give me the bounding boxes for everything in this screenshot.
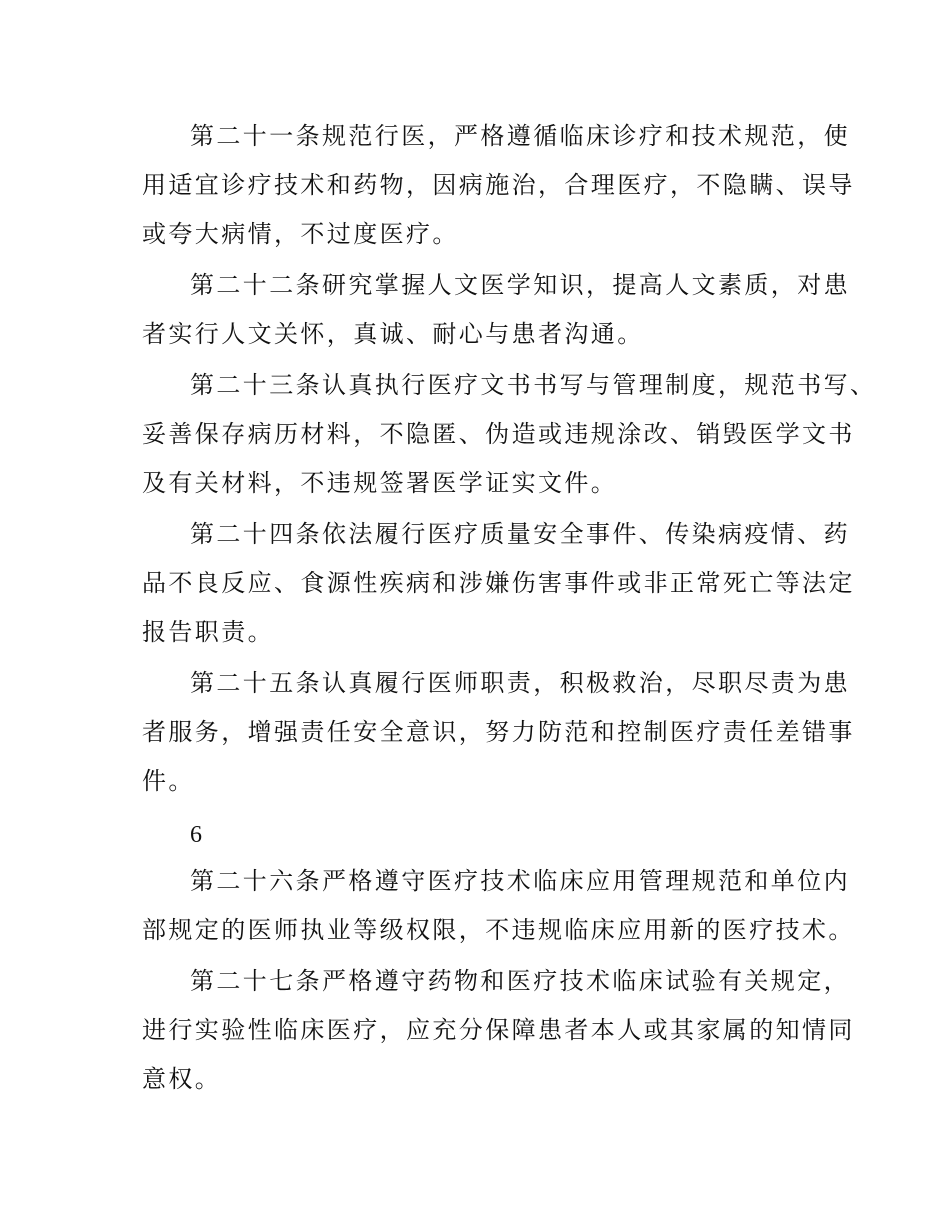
article-line: 意权。: [142, 1065, 222, 1093]
article-line: 第二十三条认真执行医疗文书书写与管理制度，规范书写、: [190, 371, 877, 399]
article-line: 及有关材料，不违规签署医学证实文件。: [142, 469, 618, 497]
article-line: 第二十一条规范行医，严格遵循临床诊疗和技术规范，使: [190, 122, 850, 150]
article-line: 第二十七条严格遵守药物和医疗技术临床试验有关规定，: [190, 967, 850, 995]
article-line: 或夸大病情，不过度医疗。: [142, 220, 459, 248]
article-line: 妥善保存病历材料，不隐匿、伪造或违规涂改、销毁医学文书: [142, 420, 855, 448]
article-line: 品不良反应、食源性疾病和涉嫌伤害事件或非正常死亡等法定: [142, 569, 855, 597]
article-line: 报告职责。: [142, 618, 274, 646]
article-21: [142, 112, 855, 259]
article-line: 者实行人文关怀，真诚、耐心与患者沟通。: [142, 320, 644, 348]
article-line: 部规定的医师执业等级权限，不违规临床应用新的医疗技术。: [142, 916, 855, 944]
article-line: 第二十四条依法履行医疗质量安全事件、传染病疫情、药: [190, 520, 850, 548]
article-27: [142, 957, 855, 1104]
article-26: [142, 857, 855, 955]
article-line: 用适宜诊疗技术和药物，因病施治，合理医疗，不隐瞒、误导: [142, 171, 855, 199]
article-23: [142, 361, 877, 508]
article-line: 第二十五条认真履行医师职责，积极救治，尽职尽责为患: [190, 669, 850, 697]
page-number: 6: [190, 822, 202, 848]
article-line: 进行实验性临床医疗，应充分保障患者本人或其家属的知情同: [142, 1016, 855, 1044]
article-line: 者服务，增强责任安全意识，努力防范和控制医疗责任差错事: [142, 718, 855, 746]
article-22: [142, 261, 850, 359]
article-24: [142, 510, 855, 657]
article-line: 第二十二条研究掌握人文医学知识，提高人文素质，对患: [190, 271, 850, 299]
article-line: 第二十六条严格遵守医疗技术临床应用管理规范和单位内: [190, 867, 850, 895]
article-25: [142, 659, 855, 806]
article-line: 件。: [142, 767, 195, 795]
